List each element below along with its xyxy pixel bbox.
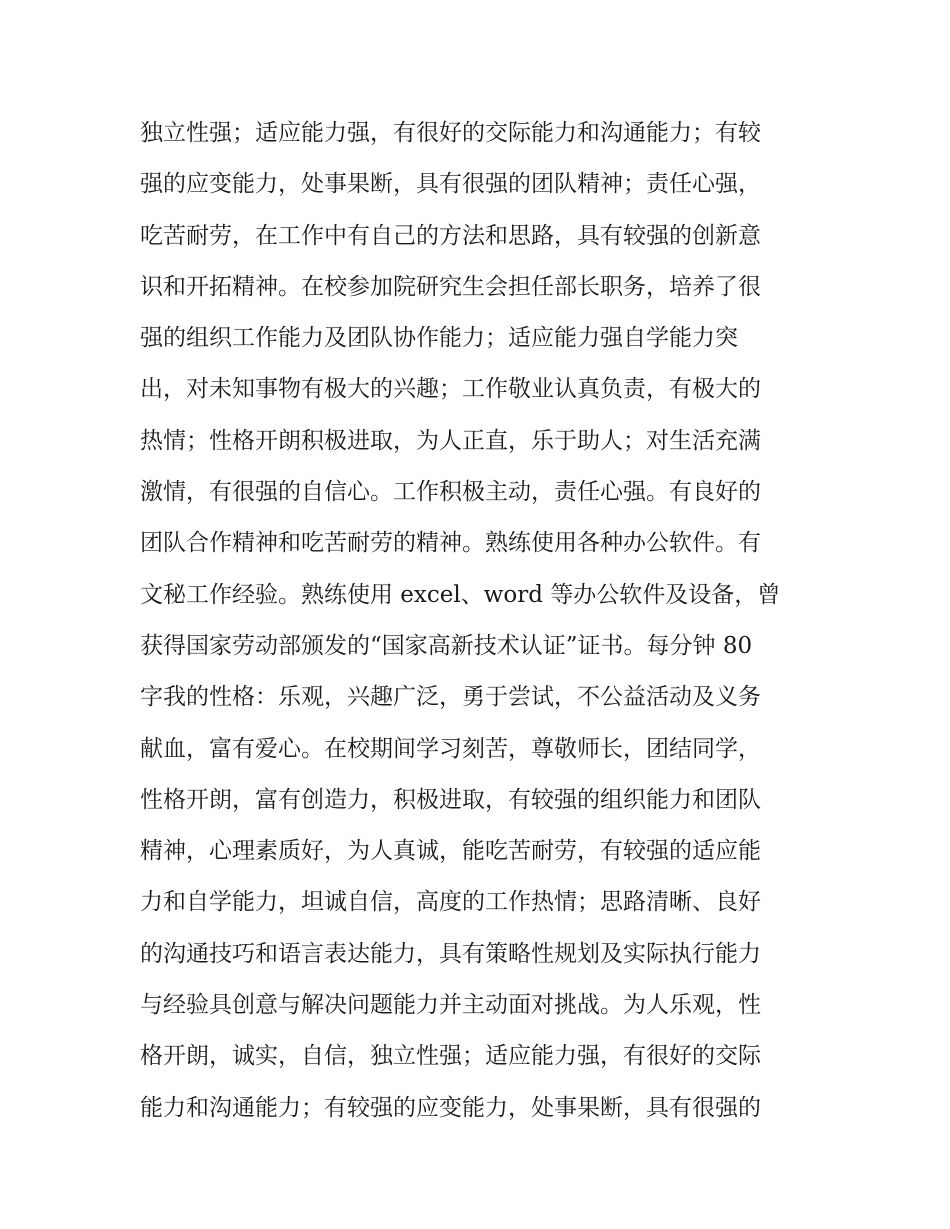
text-line: 文秘工作经验。熟练使用 excel、word 等办公软件及设备，曾 — [140, 581, 781, 608]
text-line: 获得国家劳动部颁发的“国家高新技术认证”证书。每分钟 80 — [140, 632, 753, 659]
text-line: 识和开拓精神。在校参加院研究生会担任部长职务，培养了很 — [140, 273, 761, 300]
text-line: 独立性强；适应能力强，有很好的交际能力和沟通能力；有较 — [140, 120, 761, 146]
text-line: 力和自学能力，坦诚自信，高度的工作热情；思路清晰、良好 — [140, 889, 761, 916]
text-line: 献血，富有爱心。在校期间学习刻苦，尊敬师长，团结同学， — [140, 735, 761, 762]
text-line: 的沟通技巧和语言表达能力，具有策略性规划及实际执行能力 — [140, 940, 761, 967]
text-line: 出，对未知事物有极大的兴趣；工作敬业认真负责，有极大的 — [140, 376, 761, 403]
text-line: 格开朗，诚实，自信，独立性强；适应能力强，有很好的交际 — [140, 1043, 761, 1070]
text-line: 强的应变能力，处事果断，具有很强的团队精神；责任心强， — [140, 171, 761, 198]
text-line: 能力和沟通能力；有较强的应变能力，处事果断，具有很强的 — [140, 1094, 761, 1121]
text-line: 激情，有很强的自信心。工作积极主动，责任心强。有良好的 — [140, 479, 761, 506]
text-line: 性格开朗，富有创造力，积极进取，有较强的组织能力和团队 — [140, 786, 761, 813]
text-line: 强的组织工作能力及团队协作能力；适应能力强自学能力突 — [140, 325, 738, 352]
body-text — [140, 108, 820, 1134]
text-line: 精神，心理素质好，为人真诚，能吃苦耐劳，有较强的适应能 — [140, 838, 761, 865]
text-line: 热情；性格开朗积极进取，为人正直，乐于助人；对生活充满 — [140, 427, 761, 454]
text-line: 吃苦耐劳，在工作中有自己的方法和思路，具有较强的创新意 — [140, 222, 761, 249]
text-line: 与经验具创意与解决问题能力并主动面对挑战。为人乐观，性 — [140, 992, 761, 1019]
text-line: 字我的性格：乐观，兴趣广泛，勇于尝试，不公益活动及义务 — [140, 684, 761, 711]
text-line: 团队合作精神和吃苦耐劳的精神。熟练使用各种办公软件。有 — [140, 530, 761, 557]
